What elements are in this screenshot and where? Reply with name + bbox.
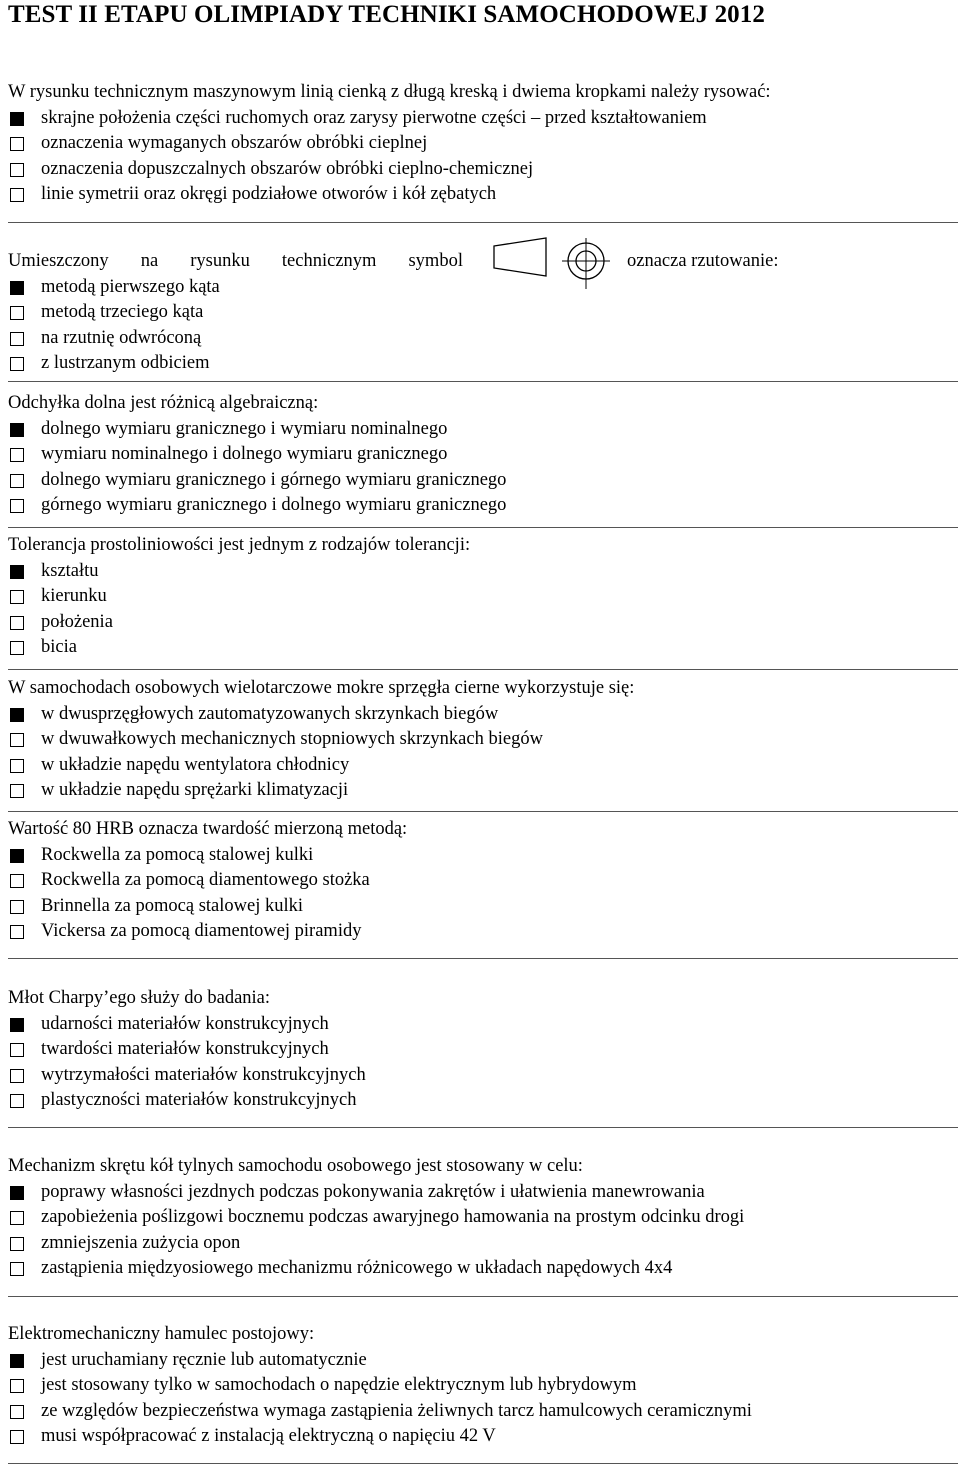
answer-option[interactable]	[8, 584, 953, 610]
answer-option[interactable]	[8, 1231, 953, 1257]
page-title: TEST II ETAPU OLIMPIADY TECHNIKI SAMOCHODOWEJ 2012	[8, 1, 765, 28]
option-label: Rockwella za pomocą diamentowego stożka	[41, 870, 370, 890]
divider	[8, 381, 958, 382]
question-2	[8, 249, 953, 377]
checkbox[interactable]	[10, 616, 24, 630]
option-label: ze względów bezpieczeństwa wymaga zastąpienia żeliwnych tarcz hamulcowych ceramicznymi	[41, 1400, 752, 1421]
option-label: z lustrzanym odbiciem	[41, 353, 210, 373]
option-label: udarności materiałów konstrukcyjnych	[41, 1013, 329, 1034]
answer-option[interactable]	[8, 1063, 953, 1089]
checkbox[interactable]	[10, 925, 24, 939]
answer-option[interactable]	[8, 1424, 953, 1450]
answer-option[interactable]	[8, 493, 953, 519]
checkbox[interactable]	[10, 1379, 24, 1393]
answer-option[interactable]	[8, 1205, 953, 1231]
answer-option[interactable]	[8, 1373, 953, 1399]
answer-option[interactable]	[8, 778, 953, 804]
option-label: na rzutnię odwróconą	[41, 327, 202, 348]
option-label: wytrzymałości materiałów konstrukcyjnych	[41, 1064, 366, 1085]
divider	[8, 811, 958, 812]
divider	[8, 222, 958, 223]
question-text: W samochodach osobowych wielotarczowe mokre sprzęgła cierne wykorzystuje się:	[8, 678, 635, 698]
answer-option[interactable]	[8, 106, 953, 132]
option-label: dolnego wymiaru granicznego i wymiaru nominalnego	[41, 418, 448, 439]
checkbox[interactable]	[10, 1405, 24, 1419]
option-label: w dwuwałkowych mechanicznych stopniowych skrzynkach biegów	[41, 729, 543, 749]
checkbox[interactable]	[10, 163, 24, 177]
option-label: oznaczenia wymaganych obszarów obróbki cieplnej	[41, 133, 428, 153]
answer-option[interactable]	[8, 1348, 953, 1374]
question-text: W rysunku technicznym maszynowym linią cienką z długą kreską i dwiema kropkami należy rysować:	[8, 82, 771, 102]
option-label: kierunku	[41, 586, 107, 606]
question-9	[8, 1322, 953, 1450]
question-text: Elektromechaniczny hamulec postojowy:	[8, 1324, 315, 1344]
answer-option[interactable]	[8, 157, 953, 183]
question-word: Umieszczony	[8, 251, 109, 271]
checkbox[interactable]	[10, 448, 24, 462]
option-label: wymiaru nominalnego i dolnego wymiaru granicznego	[41, 444, 448, 464]
checkbox[interactable]	[10, 784, 24, 798]
question-1	[8, 80, 953, 208]
question-text: Odchyłka dolna jest różnicą algebraiczną:	[8, 393, 319, 413]
answer-option[interactable]	[8, 1037, 953, 1063]
checkbox[interactable]	[10, 1262, 24, 1276]
checkbox[interactable]	[10, 306, 24, 320]
answer-option[interactable]	[8, 1088, 953, 1114]
option-label: Rockwella za pomocą stalowej kulki	[41, 844, 314, 865]
checkbox[interactable]	[10, 1430, 24, 1444]
checkbox[interactable]	[10, 137, 24, 151]
question-5	[8, 676, 953, 804]
option-label: w układzie napędu sprężarki klimatyzacji	[41, 780, 349, 800]
answer-option[interactable]	[8, 1180, 953, 1206]
checkbox[interactable]	[10, 188, 24, 202]
checkbox[interactable]	[10, 900, 24, 914]
checkbox[interactable]	[10, 641, 24, 655]
option-label: górnego wymiaru granicznego i dolnego wymiaru granicznego	[41, 495, 507, 515]
answer-option[interactable]	[8, 1256, 953, 1282]
checkbox[interactable]	[10, 357, 24, 371]
answer-option[interactable]	[8, 635, 953, 661]
option-label: Brinnella za pomocą stalowej kulki	[41, 895, 304, 916]
checkbox-checked[interactable]	[10, 281, 24, 295]
checkbox-checked[interactable]	[10, 708, 24, 722]
checkbox[interactable]	[10, 590, 24, 604]
question-word: rysunku	[190, 251, 250, 271]
checkbox[interactable]	[10, 1043, 24, 1057]
question-4	[8, 533, 953, 661]
checkbox[interactable]	[10, 1094, 24, 1108]
question-word: symbol	[408, 251, 463, 271]
question-8	[8, 1154, 953, 1282]
truncated-cone-view	[494, 238, 546, 276]
checkbox[interactable]	[10, 474, 24, 488]
checkbox-checked[interactable]	[10, 112, 24, 126]
divider	[8, 1127, 958, 1128]
option-label: poprawy własności jezdnych podczas pokonywania zakrętów i ułatwienia manewrowania	[41, 1181, 705, 1202]
checkbox[interactable]	[10, 874, 24, 888]
question-text: Mechanizm skrętu kół tylnych samochodu osobowego jest stosowany w celu:	[8, 1156, 583, 1176]
checkbox[interactable]	[10, 1237, 24, 1251]
answer-option[interactable]	[8, 843, 953, 869]
checkbox-checked[interactable]	[10, 1186, 24, 1200]
answer-option[interactable]	[8, 351, 953, 377]
option-label: metodą pierwszego kąta	[41, 276, 220, 297]
option-label: w dwusprzęgłowych zautomatyzowanych skrzynkach biegów	[41, 703, 499, 724]
answer-option[interactable]	[8, 702, 953, 728]
option-label: położenia	[41, 611, 113, 632]
question-text: Tolerancja prostoliniowości jest jednym z rodzajów tolerancji:	[8, 535, 471, 555]
option-label: kształtu	[41, 560, 99, 581]
first-angle-projection-symbol	[490, 236, 615, 292]
answer-option[interactable]	[8, 131, 953, 157]
answer-option[interactable]	[8, 868, 953, 894]
option-label: Vickersa za pomocą diamentowej piramidy	[41, 921, 362, 941]
question-7	[8, 986, 953, 1114]
answer-option[interactable]	[8, 919, 953, 945]
answer-option[interactable]	[8, 894, 953, 920]
checkbox-checked[interactable]	[10, 565, 24, 579]
option-label: w układzie napędu wentylatora chłodnicy	[41, 754, 350, 775]
answer-option[interactable]	[8, 442, 953, 468]
checkbox-checked[interactable]	[10, 1018, 24, 1032]
option-label: zmniejszenia zużycia opon	[41, 1232, 241, 1253]
answer-option[interactable]	[8, 559, 953, 585]
checkbox[interactable]	[10, 759, 24, 773]
question-word: technicznym	[281, 251, 377, 271]
option-label: skrajne położenia części ruchomych oraz zarysy pierwotne części – przed kształtowaniem	[41, 107, 707, 128]
option-label: plastyczności materiałów konstrukcyjnych	[41, 1090, 357, 1110]
answer-option[interactable]	[8, 182, 953, 208]
option-label: zapobieżenia poślizgowi bocznemu podczas awaryjnego hamowania na prostym odcinku drogi	[41, 1207, 745, 1227]
checkbox-checked[interactable]	[10, 423, 24, 437]
divider	[8, 527, 958, 528]
answer-option[interactable]	[8, 1012, 953, 1038]
option-label: jest stosowany tylko w samochodach o napędzie elektrycznym lub hybrydowym	[41, 1375, 637, 1395]
question-text	[8, 249, 953, 275]
divider	[8, 669, 958, 670]
option-label: zastąpienia międzyosiowego mechanizmu różnicowego w układach napędowych 4x4	[41, 1258, 673, 1278]
option-label: musi współpracować z instalacją elektryczną o napięciu 42 V	[41, 1426, 496, 1446]
answer-option[interactable]	[8, 468, 953, 494]
question-text: Młot Charpy’ego służy do badania:	[8, 988, 271, 1008]
checkbox[interactable]	[10, 332, 24, 346]
answer-option[interactable]	[8, 300, 953, 326]
answer-option[interactable]	[8, 610, 953, 636]
question-6	[8, 817, 953, 945]
checkbox[interactable]	[10, 1069, 24, 1083]
checkbox-checked[interactable]	[10, 849, 24, 863]
answer-option[interactable]	[8, 753, 953, 779]
question-word: na	[140, 251, 159, 271]
option-label: jest uruchamiany ręcznie lub automatycznie	[41, 1349, 367, 1370]
answer-option[interactable]	[8, 1399, 953, 1425]
option-label: linie symetrii oraz okręgi podziałowe otworów i kół zębatych	[41, 184, 497, 204]
divider	[8, 958, 958, 959]
checkbox[interactable]	[10, 499, 24, 513]
option-label: oznaczenia dopuszczalnych obszarów obróbki cieplno-chemicznej	[41, 158, 534, 179]
question-3	[8, 391, 953, 519]
divider	[8, 1296, 958, 1297]
answer-option[interactable]	[8, 727, 953, 753]
question-text-after: oznacza rzutowanie:	[627, 251, 779, 271]
option-label: bicia	[41, 637, 77, 657]
checkbox-checked[interactable]	[10, 1354, 24, 1368]
question-text: Wartość 80 HRB oznacza twardość mierzoną metodą:	[8, 819, 408, 839]
option-label: metodą trzeciego kąta	[41, 302, 204, 322]
option-label: twardości materiałów konstrukcyjnych	[41, 1039, 329, 1059]
divider	[8, 1463, 958, 1464]
checkbox[interactable]	[10, 1211, 24, 1225]
answer-option[interactable]	[8, 275, 953, 301]
option-label: dolnego wymiaru granicznego i górnego wymiaru granicznego	[41, 469, 507, 490]
checkbox[interactable]	[10, 733, 24, 747]
answer-option[interactable]	[8, 326, 953, 352]
answer-option[interactable]	[8, 417, 953, 443]
